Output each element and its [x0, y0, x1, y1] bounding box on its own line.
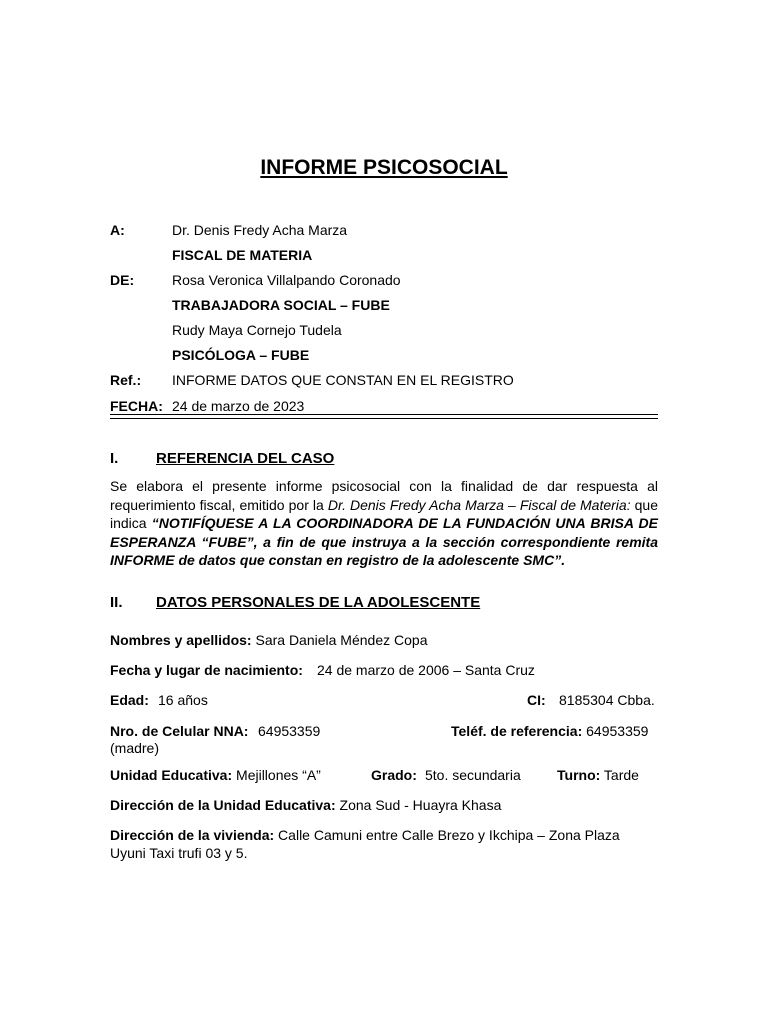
nombres-value: Sara Daniela Méndez Copa — [251, 632, 428, 648]
direccion-vivienda-row — [110, 827, 620, 844]
celular-value: 64953359 — [258, 723, 321, 739]
turno-row — [557, 767, 639, 784]
telefono-label: Teléf. de referencia: — [451, 723, 583, 739]
de-role-1: TRABAJADORA SOCIAL – FUBE — [172, 297, 390, 313]
nacimiento-label: Fecha y lugar de nacimiento: — [110, 662, 303, 678]
unidad-educativa-value: Mejillones “A” — [232, 767, 321, 783]
grado-label: Grado: — [371, 767, 417, 783]
header-rule-bottom — [110, 418, 658, 419]
de-role-2: PSICÓLOGA – FUBE — [172, 347, 310, 363]
para-text-a: Se elabora el presente informe psicosocial con la finalidad de dar respuesta al requerimiento fiscal, emitido por la — [110, 478, 658, 513]
ref-label: Ref.: — [110, 372, 142, 388]
turno-label: Turno: — [557, 767, 601, 783]
header-rule-top — [110, 414, 658, 415]
telefono-row — [451, 723, 648, 740]
fecha-label: FECHA: — [110, 398, 163, 414]
ci-value: 8185304 Cbba. — [559, 692, 655, 708]
de-value-1: Rosa Veronica Villalpando Coronado — [172, 272, 401, 288]
grado-value: 5to. secundaria — [425, 767, 521, 783]
a-value: Dr. Denis Fredy Acha Marza — [172, 222, 348, 238]
document-title: INFORME PSICOSOCIAL — [260, 156, 508, 179]
de-value-2: Rudy Maya Cornejo Tudela — [172, 322, 342, 338]
direccion-ue-row — [110, 797, 501, 814]
ref-value: INFORME DATOS QUE CONSTAN EN EL REGISTRO — [172, 372, 514, 388]
section-2-number: II. — [110, 594, 123, 611]
direccion-vivienda-value: Calle Camuni entre Calle Brezo y Ikchipa – Zona Plaza — [274, 827, 620, 843]
edad-value: 16 años — [158, 692, 208, 708]
telefono-value: 64953359 — [582, 723, 649, 739]
fecha-value: 24 de marzo de 2023 — [172, 398, 305, 414]
direccion-ue-value: Zona Sud - Huayra Khasa — [335, 797, 502, 813]
a-role: FISCAL DE MATERIA — [172, 247, 313, 263]
direccion-ue-label: Dirección de la Unidad Educativa: — [110, 797, 336, 813]
telefono-note: (madre) — [110, 740, 160, 756]
section-1-number: I. — [110, 450, 119, 467]
a-label: A: — [110, 222, 125, 238]
celular-label: Nro. de Celular NNA: — [110, 723, 249, 739]
direccion-vivienda-value-2: Uyuni Taxi trufi 03 y 5. — [110, 845, 248, 861]
para-text-b: Dr. Denis Fredy Acha Marza – Fiscal de Materia: — [327, 496, 631, 513]
para-text-c: que indica — [110, 496, 659, 531]
section-2-title: DATOS PERSONALES DE LA ADOLESCENTE — [156, 594, 481, 611]
nombres-row — [110, 632, 427, 649]
section-1-title: REFERENCIA DEL CASO — [156, 450, 335, 467]
para-text-d: “NOTIFÍQUESE A LA COORDINADORA DE LA FUNDACIÓN UNA BRISA DE ESPERANZA “FUBE”, a fin de que instruya a la sección correspondiente remita INFORME de datos que constan en registro de la adolescente SMC”. — [110, 515, 659, 568]
direccion-vivienda-label: Dirección de la vivienda: — [110, 827, 275, 843]
unidad-educativa-row — [110, 767, 321, 784]
turno-value: Tarde — [600, 767, 639, 783]
section-1-paragraph — [110, 477, 658, 570]
de-label: DE: — [110, 272, 135, 288]
ci-label: CI: — [527, 692, 546, 708]
edad-label: Edad: — [110, 692, 149, 708]
unidad-educativa-label: Unidad Educativa: — [110, 767, 233, 783]
nombres-label: Nombres y apellidos: — [110, 632, 252, 648]
nacimiento-value: 24 de marzo de 2006 – Santa Cruz — [317, 662, 535, 678]
